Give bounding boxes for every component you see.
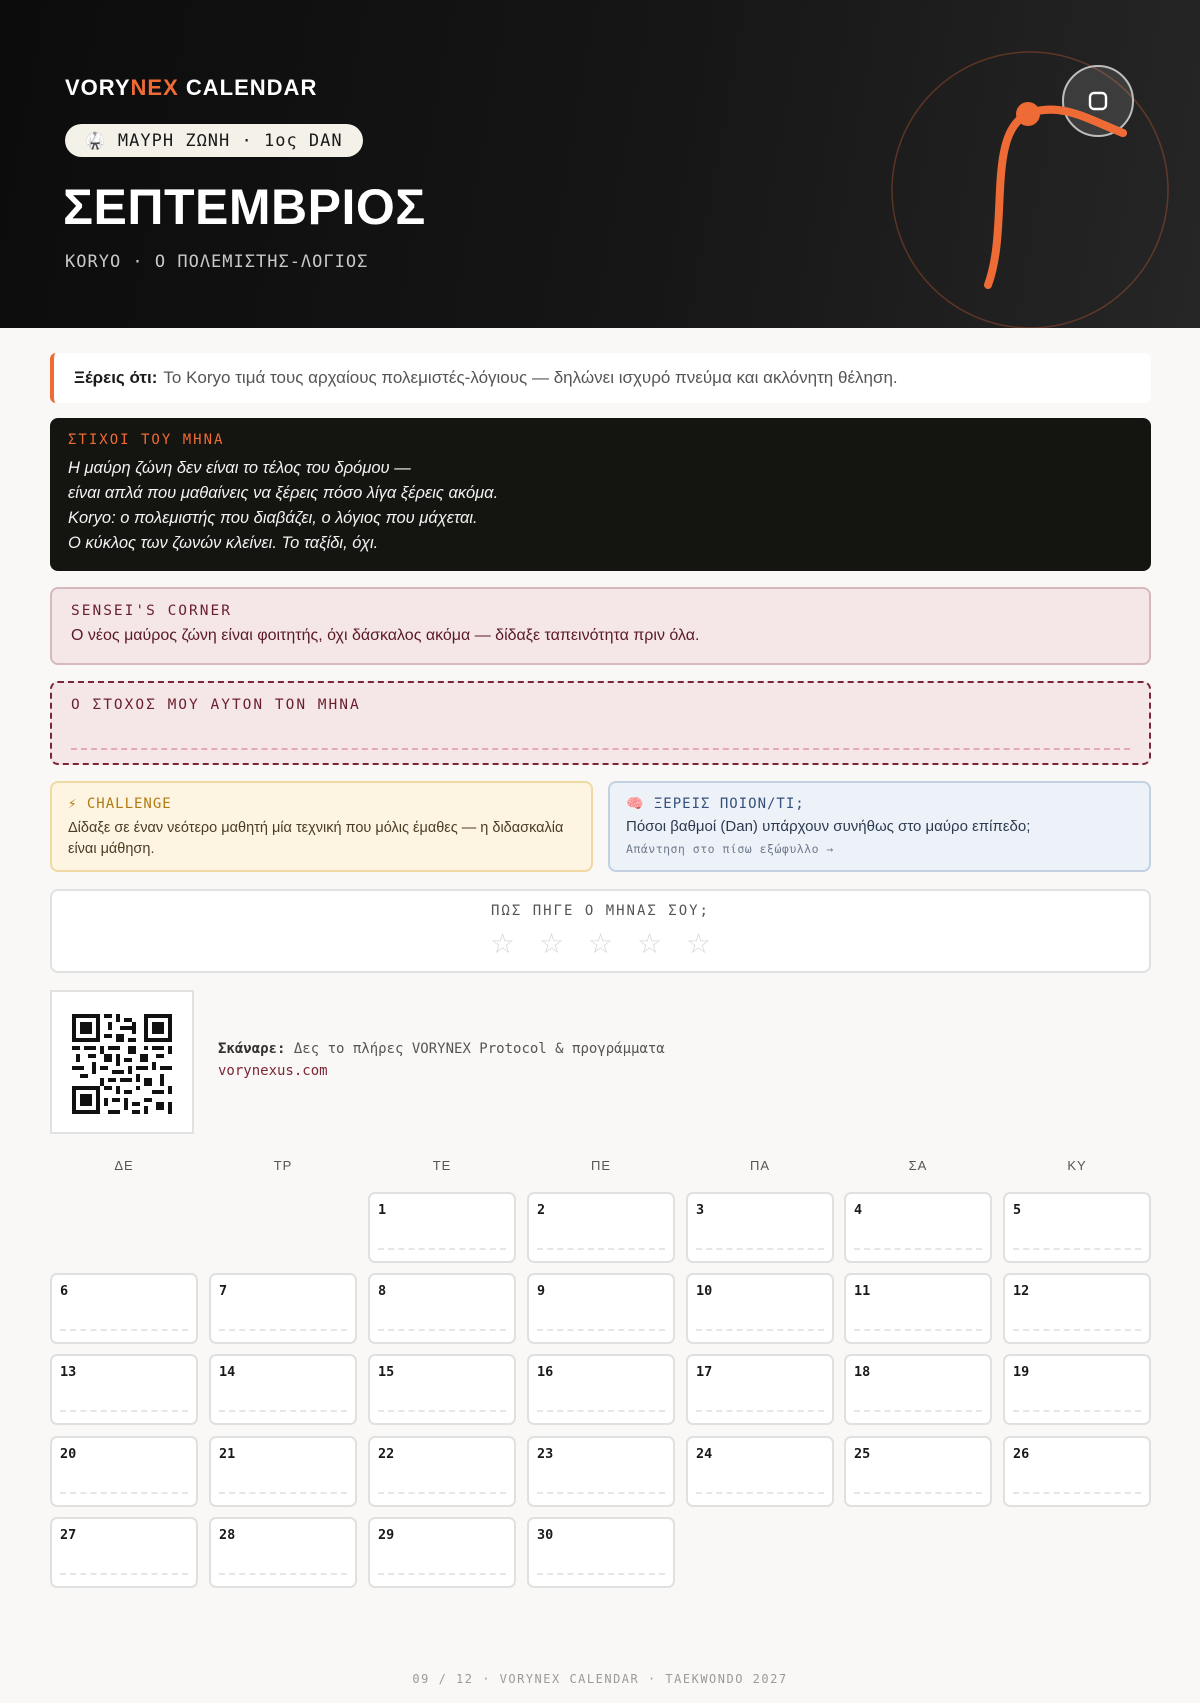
calendar-day-cell[interactable] [1003,1354,1151,1425]
day-number: 16 [537,1364,554,1380]
day-note-line[interactable] [378,1410,506,1412]
day-number: 7 [219,1283,228,1299]
calendar-day-cell[interactable] [368,1192,516,1263]
monthly-verses-card [50,418,1151,571]
calendar-day-cell[interactable] [527,1354,675,1425]
calendar-day-cell[interactable] [50,1517,198,1588]
day-number: 2 [537,1202,546,1218]
day-number: 24 [696,1446,713,1462]
calendar-day-cell[interactable] [209,1436,357,1507]
day-note-line[interactable] [378,1329,506,1331]
pattern-path [988,110,1123,285]
day-note-line[interactable] [537,1492,665,1494]
calendar-day-cell[interactable] [844,1436,992,1507]
weekday-header: ΤΕ [432,1158,452,1173]
day-note-line[interactable] [1013,1248,1141,1250]
day-note-line[interactable] [854,1410,982,1412]
day-number: 22 [378,1446,395,1462]
calendar-day-cell[interactable] [368,1354,516,1425]
day-note-line[interactable] [537,1248,665,1250]
qr-text: Δες το πλήρες VORYNEX Protocol & προγράμματα [285,1041,665,1057]
page-title: ΣΕΠΤΕΜΒΡΙΟΣ [63,179,426,235]
calendar-day-cell[interactable] [844,1354,992,1425]
day-note-line[interactable] [854,1329,982,1331]
brand-logo: VORYNEX CALENDAR [65,75,318,100]
qr-code[interactable] [50,990,194,1134]
day-number: 30 [537,1527,554,1543]
sensei-corner-card [50,587,1151,665]
belt-badge [65,124,363,157]
calendar-day-cell[interactable] [686,1273,834,1344]
day-note-line[interactable] [60,1329,188,1331]
calendar-day-cell[interactable] [527,1273,675,1344]
day-number: 4 [854,1202,863,1218]
day-number: 18 [854,1364,871,1380]
koryo-pattern-graphic [0,0,1200,328]
weekday-header: ΠΕ [590,1158,612,1173]
weekday-header: ΔΕ [114,1158,134,1173]
day-number: 6 [60,1283,69,1299]
weekday-header: ΠΑ [749,1158,771,1173]
verse-line: Koryo: ο πολεμιστής που διαβάζει, ο λόγιος που μάχεται. [68,509,478,527]
calendar-day-cell[interactable] [209,1354,357,1425]
calendar-day-cell[interactable] [1003,1192,1151,1263]
sensei-text: Ο νέος μαύρος ζώνη είναι φοιτητής, όχι δάσκαλος ακόμα — δίδαξε ταπεινότητα πριν όλα. [71,627,700,644]
day-number: 19 [1013,1364,1030,1380]
day-note-line[interactable] [60,1410,188,1412]
challenge-title: ⚡ CHALLENGE [68,796,172,812]
calendar-day-cell[interactable] [686,1192,834,1263]
day-note-line[interactable] [1013,1410,1141,1412]
day-note-line[interactable] [219,1329,347,1331]
star-icon[interactable]: ☆ [636,928,663,959]
day-note-line[interactable] [219,1410,347,1412]
weekday-header: ΣΑ [908,1158,928,1173]
day-number: 9 [537,1283,546,1299]
qr-caption [218,1038,665,1082]
calendar-day-cell[interactable] [1003,1436,1151,1507]
day-number: 17 [696,1364,713,1380]
day-note-line[interactable] [219,1573,347,1575]
day-note-line[interactable] [696,1492,824,1494]
day-note-line[interactable] [1013,1329,1141,1331]
day-note-line[interactable] [854,1248,982,1250]
calendar-day-cell[interactable] [368,1436,516,1507]
day-number: 3 [696,1202,705,1218]
day-number: 26 [1013,1446,1030,1462]
day-note-line[interactable] [696,1329,824,1331]
calendar-day-cell[interactable] [527,1192,675,1263]
qr-code-icon [72,1014,172,1114]
day-note-line[interactable] [378,1492,506,1494]
day-note-line[interactable] [60,1573,188,1575]
calendar-day-cell[interactable] [686,1354,834,1425]
day-number: 27 [60,1527,77,1543]
day-note-line[interactable] [219,1492,347,1494]
day-number: 23 [537,1446,554,1462]
did-you-know-banner [50,353,1151,403]
challenge-card [50,781,593,872]
weekday-header: ΤΡ [273,1158,293,1173]
day-note-line[interactable] [378,1573,506,1575]
calendar-day-cell[interactable] [527,1436,675,1507]
decorative-circle [892,52,1168,328]
calendar-day-cell[interactable] [209,1517,357,1588]
calendar-day-cell[interactable] [844,1192,992,1263]
verse-line: είναι απλά που μαθαίνεις να ξέρεις πόσο λίγα ξέρεις ακόμα. [68,484,499,502]
calendar-day-cell[interactable] [50,1273,198,1344]
quiz-title: 🧠 ΞΕΡΕΙΣ ΠΟΙΟΝ/ΤΙ; [626,796,805,812]
day-note-line[interactable] [537,1573,665,1575]
fact-text: Το Koryo τιμά τους αρχαίους πολεμιστές-λόγιους — δηλώνει ισχυρό πνεύμα και ακλόνητη θέληση. [163,368,898,387]
goal-write-line[interactable] [71,748,1130,750]
qr-label: Σκάναρε: [218,1041,286,1057]
star-icon[interactable]: ☆ [489,928,516,959]
star-icon[interactable]: ☆ [587,928,614,959]
sensei-title: SENSEI'S CORNER [71,603,232,619]
day-number: 8 [378,1283,387,1299]
page-subtitle: KORYO · Ο ΠΟΛΕΜΙΣΤΗΣ-ΛΟΓΙΟΣ [65,252,369,272]
goal-title: Ο ΣΤΟΧΟΣ ΜΟΥ ΑΥΤΟΝ ΤΟΝ ΜΗΝΑ [71,697,361,713]
day-number: 20 [60,1446,77,1462]
verses-title: ΣΤΙΧΟΙ ΤΟΥ ΜΗΝΑ [68,432,225,448]
day-number: 1 [378,1202,387,1218]
day-number: 28 [219,1527,236,1543]
day-note-line[interactable] [696,1248,824,1250]
calendar-day-cell[interactable] [368,1517,516,1588]
calendar-day-cell[interactable] [686,1436,834,1507]
rating-title: ΠΩΣ ΠΗΓΕ Ο ΜΗΝΑΣ ΣΟΥ; [490,903,710,919]
day-note-line[interactable] [696,1410,824,1412]
calendar-day-cell[interactable] [50,1436,198,1507]
challenge-text: Δίδαξε σε έναν νεότερο μαθητή μία τεχνική που μόλις έμαθες — η διδασκαλία είναι μάθηση. [68,820,564,857]
belt-label: ΜΑΥΡΗ ΖΩΝΗ · 1ος DAN [117,130,343,151]
day-note-line[interactable] [1013,1492,1141,1494]
star-icon[interactable]: ☆ [538,928,565,959]
calendar-day-cell[interactable] [209,1273,357,1344]
day-note-line[interactable] [378,1248,506,1250]
calendar-day-cell[interactable] [1003,1273,1151,1344]
day-number: 25 [854,1446,871,1462]
calendar-day-cell[interactable] [844,1273,992,1344]
day-number: 5 [1013,1202,1022,1218]
day-note-line[interactable] [854,1492,982,1494]
day-number: 11 [854,1283,871,1299]
martial-arts-uniform-icon: 🥋 [85,131,106,150]
day-number: 13 [60,1364,77,1380]
website-link[interactable]: vorynexus.com [218,1063,328,1079]
day-number: 12 [1013,1283,1030,1299]
day-number: 10 [696,1283,713,1299]
page-header [0,0,1200,328]
calendar-day-cell[interactable] [50,1354,198,1425]
quiz-card [608,781,1151,872]
day-note-line[interactable] [537,1410,665,1412]
calendar-day-cell[interactable] [527,1517,675,1588]
star-icon[interactable]: ☆ [685,928,712,959]
day-number: 14 [219,1364,236,1380]
day-number: 29 [378,1527,395,1543]
verse-line: Η μαύρη ζώνη δεν είναι το τέλος του δρόμου — [68,459,411,477]
calendar-day-cell[interactable] [368,1273,516,1344]
month-rating-card [50,889,1151,973]
star-rating[interactable] [52,929,1149,959]
day-note-line[interactable] [537,1329,665,1331]
page-footer: 09 / 12 · VORYNEX CALENDAR · TAEKWONDO 2027 [412,1672,788,1686]
monthly-goal-card[interactable] [50,681,1151,765]
pattern-start-dot [1016,102,1040,126]
quiz-question: Πόσοι βαθμοί (Dan) υπάρχουν συνήθως στο μαύρο επίπεδο; [626,818,1031,835]
day-note-line[interactable] [60,1492,188,1494]
verse-line: Ο κύκλος των ζωνών κλείνει. Το ταξίδι, όχι. [68,534,379,552]
weekday-header: ΚΥ [1067,1158,1087,1173]
day-number: 15 [378,1364,395,1380]
fact-label: Ξέρεις ότι: [74,368,158,387]
day-number: 21 [219,1446,236,1462]
quiz-hint: Απάντηση στο πίσω εξώφυλλο → [626,842,834,856]
